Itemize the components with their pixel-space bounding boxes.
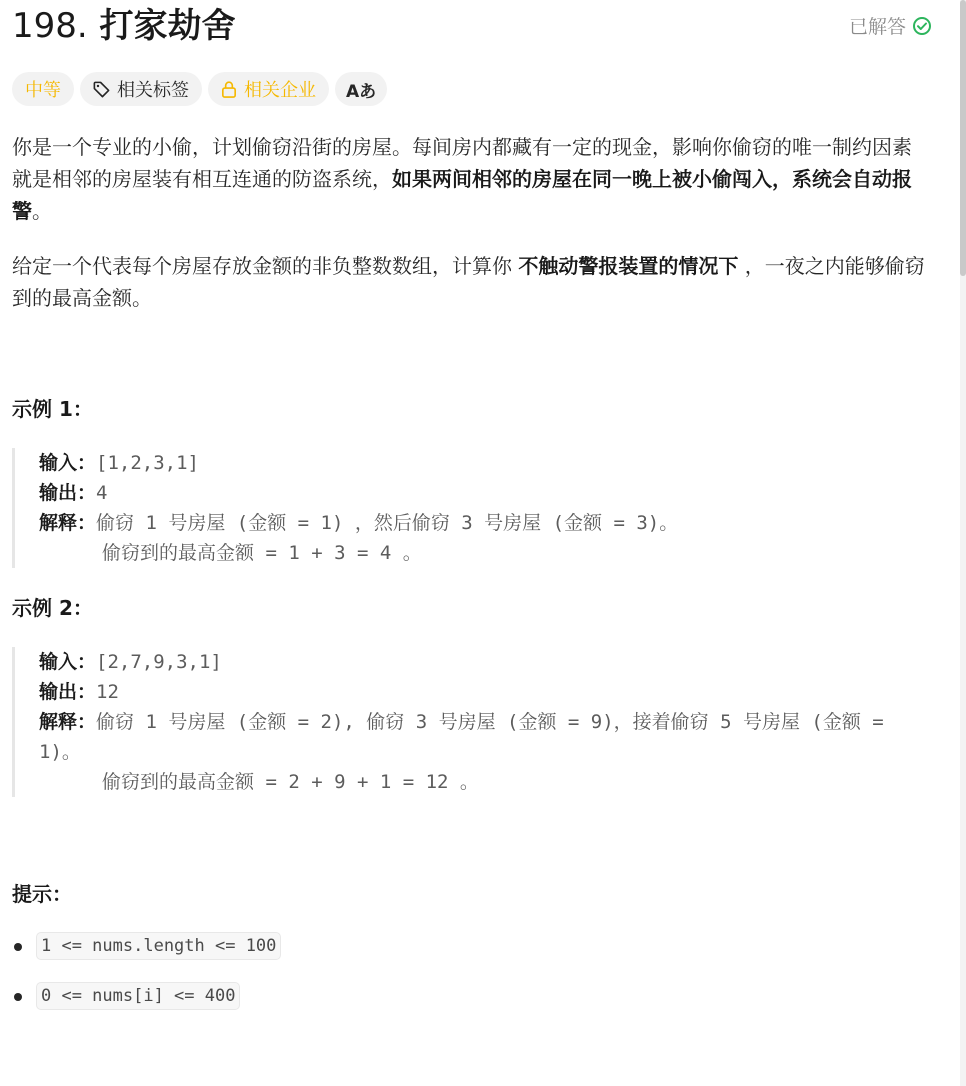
example-explain-line	[39, 707, 930, 767]
output-value: 12	[96, 681, 119, 703]
input-label: 输入：	[39, 452, 97, 474]
related-tags-label: 相关标签	[117, 80, 189, 101]
hint-code: 0 <= nums[i] <= 400	[36, 982, 240, 1010]
description-bold: 不触动警报装置的情况下	[518, 254, 739, 278]
description-bold: 如果两间相邻的房屋在同一晚上被小偷闯入，系统会自动报警	[12, 167, 912, 223]
example-explain-line-2: 偷窃到的最高金额 = 1 + 3 = 4 。	[102, 542, 422, 564]
solved-label: 已解答	[848, 16, 906, 38]
title-row	[12, 0, 930, 56]
hint-code: 1 <= nums.length <= 100	[36, 932, 281, 960]
description-text-end: 。	[32, 199, 52, 223]
problem-number: 198.	[12, 6, 88, 46]
translate-icon: Aあ	[346, 81, 377, 102]
input-value: [2,7,9,3,1]	[96, 651, 222, 673]
description-text: 给定一个代表每个房屋存放金额的非负整数数组，计算你	[12, 254, 519, 278]
description-paragraph-1	[12, 131, 930, 227]
problem-title[interactable]	[12, 4, 236, 48]
explain-label: 解释：	[39, 512, 97, 534]
hints-list	[12, 932, 281, 1032]
problem-name: 打家劫舍	[99, 6, 236, 46]
output-label: 输出：	[39, 681, 97, 703]
input-value: [1,2,3,1]	[96, 452, 199, 474]
example-output-line	[39, 677, 930, 707]
example-2-title: 示例 2：	[12, 596, 93, 620]
difficulty-badge	[12, 72, 74, 106]
description-paragraph-2	[12, 250, 930, 314]
lock-icon	[220, 80, 238, 99]
problem-description-panel	[12, 0, 930, 1006]
list-item	[12, 932, 281, 982]
tag-bar	[12, 72, 387, 106]
scrollbar-thumb[interactable]	[960, 0, 966, 276]
tag-icon	[92, 80, 111, 99]
bullet-icon	[14, 943, 22, 951]
related-tags-button[interactable]	[80, 72, 202, 106]
example-explain-line-2: 偷窃到的最高金额 = 2 + 9 + 1 = 12 。	[102, 771, 479, 793]
description-text: 你是一个专业的小偷，计划偷窃沿街的房屋。每间房内都藏有一定的现金，影响你偷窃的唯一制约因素就是相邻的房屋装有相互连通的防盗系统，	[12, 135, 912, 191]
example-1-title: 示例 1：	[12, 397, 93, 421]
input-label: 输入：	[39, 651, 97, 673]
description-text-end: ，一夜之内能够偷窃到的最高金额。	[12, 254, 925, 310]
solved-status	[849, 12, 932, 39]
translate-button[interactable]	[335, 72, 387, 106]
output-label: 输出：	[39, 482, 97, 504]
example-input-line	[39, 647, 930, 677]
example-explain-line	[39, 508, 930, 538]
explain-value: 偷窃 1 号房屋 (金额 = 2), 偷窃 3 号房屋 (金额 = 9)，接着偷窃 5 号房屋 (金额 = 1)。	[39, 711, 896, 763]
explain-label: 解释：	[39, 711, 97, 733]
hints-title: 提示：	[12, 882, 72, 906]
scrollbar-track[interactable]	[960, 0, 966, 1086]
explain-value: 偷窃 1 号房屋 (金额 = 1) ，然后偷窃 3 号房屋 (金额 = 3)。	[96, 512, 679, 534]
bullet-icon	[14, 993, 22, 1001]
related-company-button[interactable]	[208, 72, 329, 106]
list-item	[12, 982, 281, 1032]
difficulty-label: 中等	[25, 80, 61, 101]
example-2-block	[12, 647, 930, 797]
related-company-label: 相关企业	[244, 80, 316, 101]
example-output-line	[39, 478, 930, 508]
example-input-line	[39, 448, 930, 478]
example-1-block	[12, 448, 930, 568]
output-value: 4	[96, 482, 108, 504]
check-circle-icon	[912, 16, 932, 36]
